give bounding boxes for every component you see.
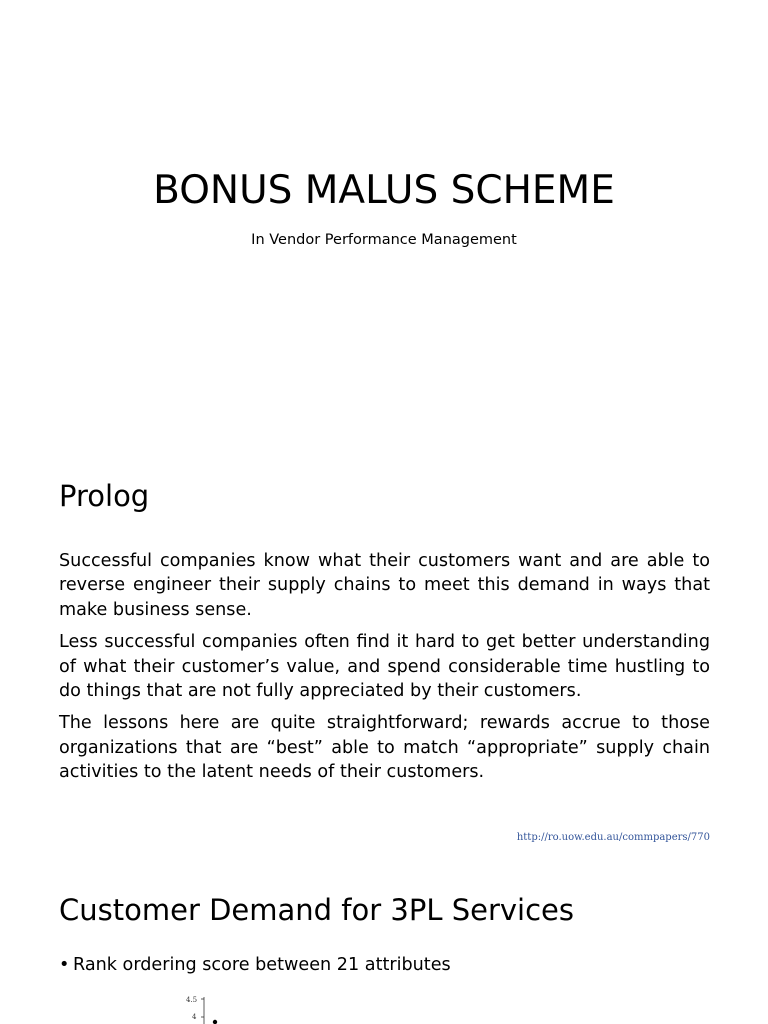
prolog-body: [59, 549, 710, 793]
bullet-text: Rank ordering score between 21 attributes: [73, 955, 451, 975]
bullet-icon: •: [59, 955, 70, 975]
bullet-item: [59, 952, 451, 978]
chart-tick-label: 4: [192, 1013, 197, 1021]
slide-subtitle: In Vendor Performance Management: [251, 232, 517, 248]
chart-tick-label: 4.5: [186, 996, 198, 1004]
source-link[interactable]: http://ro.uow.edu.au/commpapers/770: [516, 832, 710, 843]
prolog-paragraph-2: Less successful companies often find it hard to get better understanding of what their customer’s value, and spend considerable time hustling to do things that are not fully appreciated by their customers.: [59, 632, 710, 702]
bullet-list: [59, 952, 451, 978]
prolog-heading: Prolog: [59, 479, 150, 513]
prolog-paragraph-1: Successful companies know what their customers want and are able to reverse engineer their supply chains to meet this demand in ways that make business sense.: [59, 551, 710, 620]
slide-title: BONUS MALUS SCHEME: [153, 168, 615, 213]
prolog-paragraph-3: The lessons here are quite straightforward; rewards accrue to those organizations that are “best” able to match “appropriate” supply chain activities to the latent needs of their customers.: [59, 713, 710, 783]
demand-heading: Customer Demand for 3PL Services: [59, 893, 574, 927]
chart-point: [213, 1020, 217, 1024]
rank-chart: [182, 992, 242, 1024]
